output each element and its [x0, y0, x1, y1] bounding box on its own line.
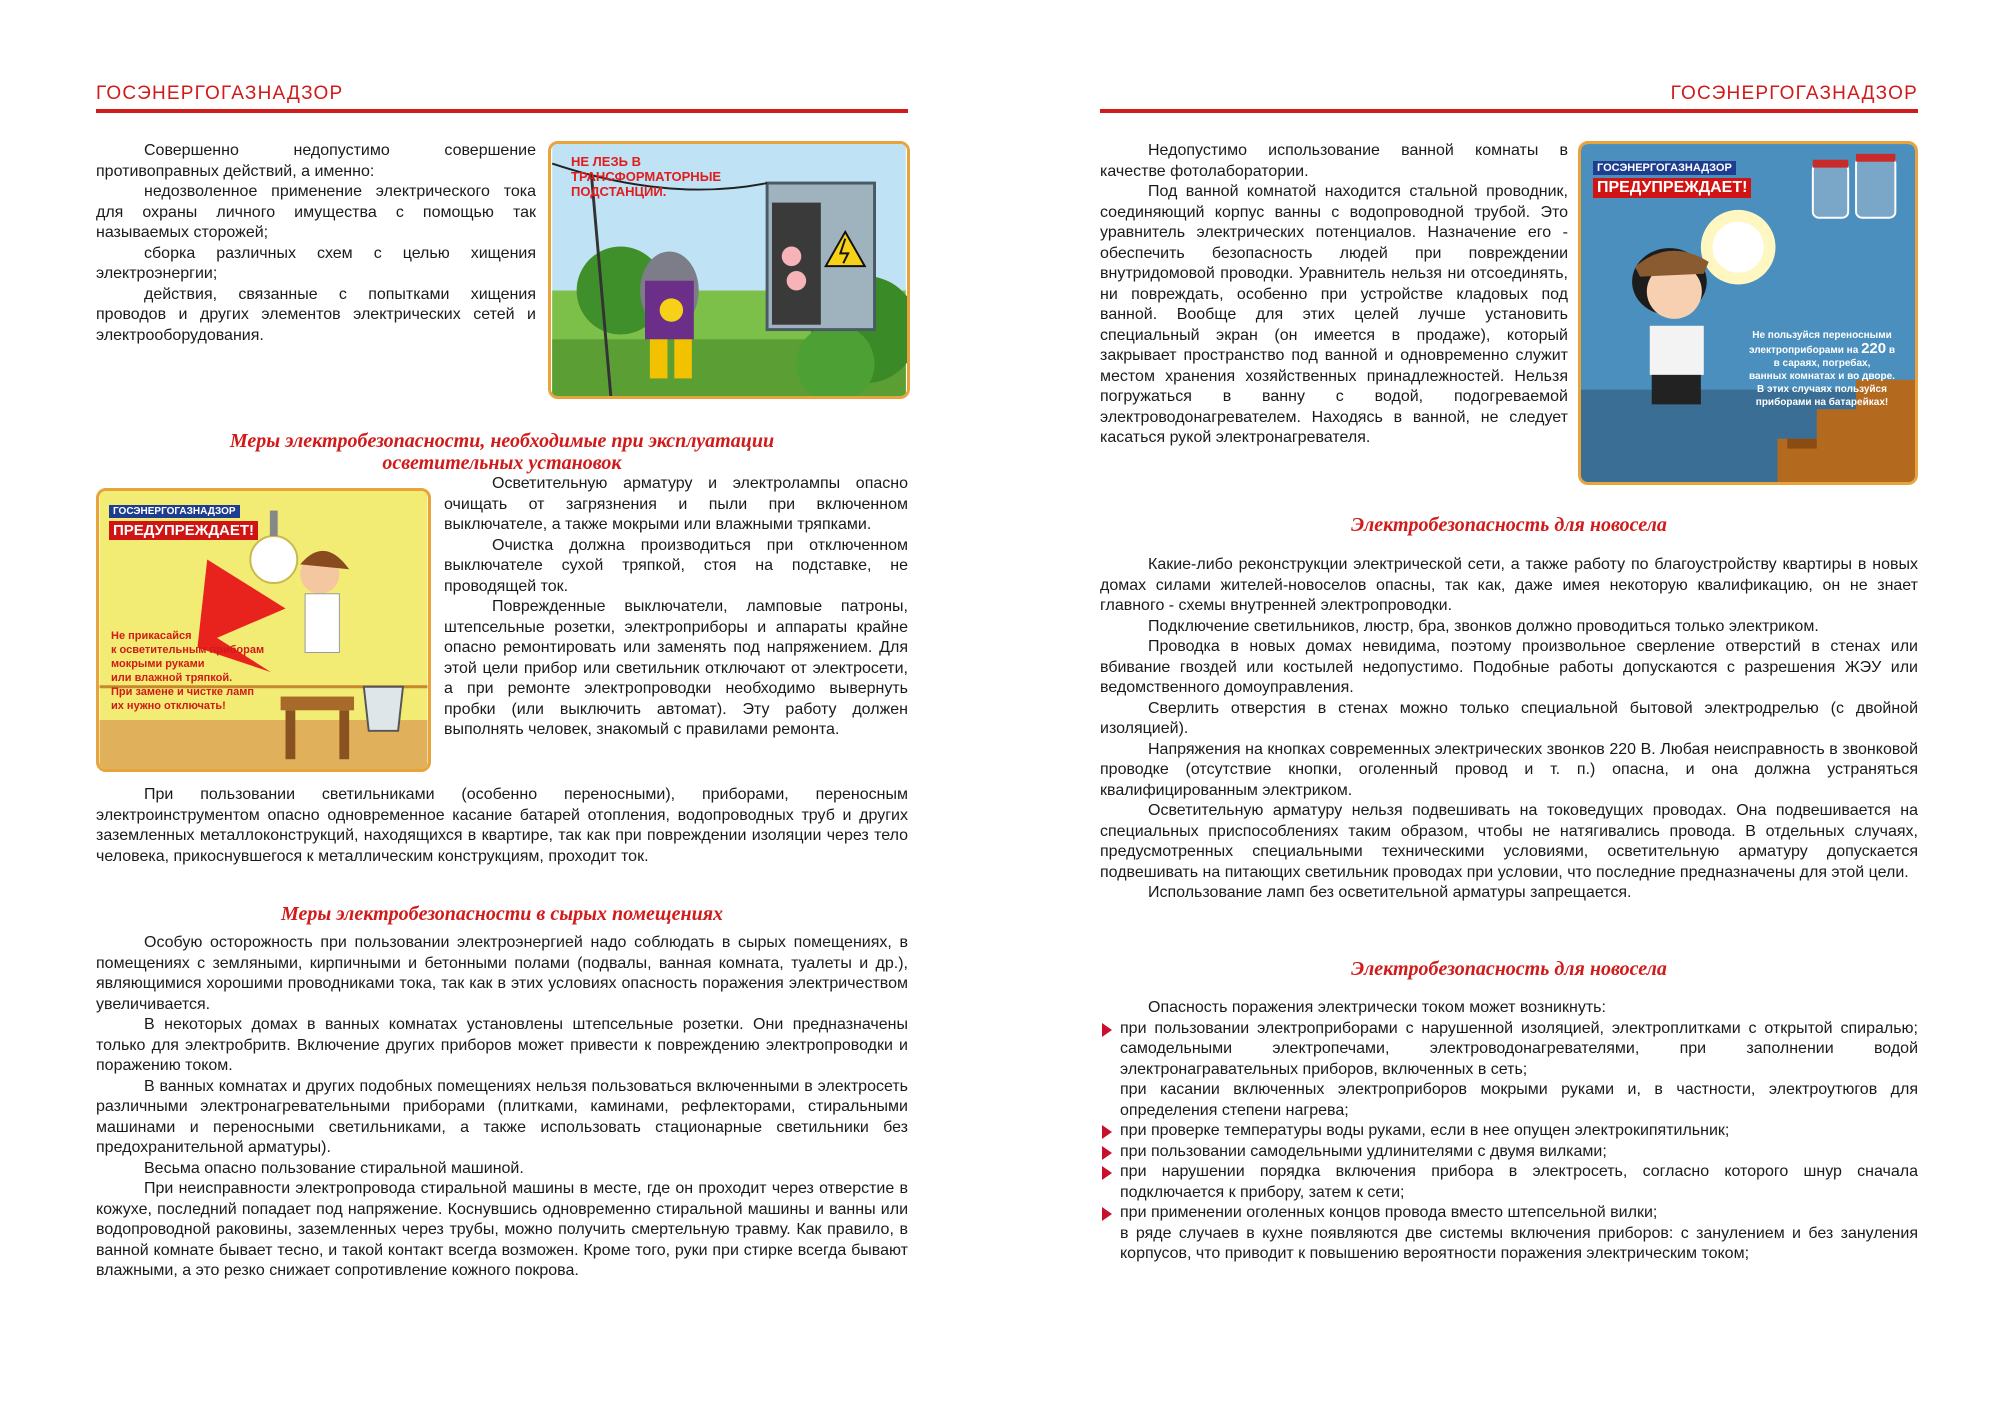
paragraph: Напряжения на кнопках современных электрических звонков 220 В. Любая неисправность в звонковой проводке (отсутствие кнопки, оголенный провод и т. п.) опасна, и она должна устраняться квалифицированным электриком. [1100, 740, 1918, 799]
poster-line [1731, 342, 1913, 357]
paragraph: Совершенно недопустимо совершение противоправных действий, а именно: [96, 142, 536, 180]
paragraph: Очистка должна производиться при отключенном выключателе сухой тряпкой, стоя на подставке, не проводящей ток. [444, 536, 908, 595]
heading-line: Меры электробезопасности, необходимые при эксплуатации [229, 430, 775, 452]
paragraph: В некоторых домах в ванных комнатах установлены штепсельные розетки. Они предназначены только для электробритв. Включение других приборов может привести к повреждению электропроводки и поражению током. [96, 1016, 908, 1074]
poster-line: или влажной тряпкой. [111, 672, 233, 684]
header-brand-right: ГОСЭНЕРГОГАЗНАДЗОР [1670, 83, 1918, 104]
section-heading-newcomer-1: Электробезопасность для новосела [1351, 514, 1667, 536]
paragraph: Сверлить отверстия в стенах можно только специальной бытовой электродрелью (с двойной изоляцией). [1100, 699, 1918, 737]
poster-brand: ГОСЭНЕРГОГАЗНАДЗОР [109, 505, 240, 518]
list-item: при пользовании самодельными удлинителями с двумя вилками; [1100, 1142, 1918, 1163]
list-item: при проверке температуры воды руками, если в нее опущен электрокипятильник; [1100, 1121, 1918, 1142]
paragraph: При пользовании светильниками (особенно переносными), приборами, переносным электроинструментом опасно одновременное касание батарей отопления, водопроводных труб и других заземленных металлоконструкций, находящихся в квартире, так как при повреждении изоляции через тело человека, прикоснувшегося к металлическим конструкциям, проходит ток. [96, 786, 908, 865]
poster-line: Не пользуйся переносными [1752, 330, 1892, 341]
shock-risk-text [1100, 998, 1918, 1265]
paragraph: Подключение светильников, люстр, бра, звонков должно проводиться только электриком. [1148, 617, 1819, 635]
poster-line: мокрыми руками [111, 658, 205, 670]
paragraph: Под ванной комнатой находится стальной проводник, соединяющий корпус ванны с водопроводной трубой. Это уравнитель электрических потенциалов. Назначение его - обеспечить безопасность людей при повреждении внутридомовой проводки. Уравнитель нельзя ни отсоединять, ни повреждать, особенно при устройстве кладовых под ванной. Вообще для этих целей лучше установить специальный экран (он имеется в продаже), который закрывает пространство под ванной и одновременно служит местом хранения хозяйственных принадлежностей. Нельзя погружаться в ванну с водой, подогреваемой электроводонагревателем. Находясь в ванной, не следует касаться рукой электронагревателя. [1100, 183, 1568, 446]
poster-line: в сараях, погребах, [1773, 358, 1871, 369]
poster-warn: ПРЕДУПРЕЖДАЕТ! [1593, 178, 1751, 198]
voltage-value: 220 [1861, 340, 1887, 357]
paragraph: сборка различных схем с целью хищения электроэнергии; [96, 244, 536, 282]
poster-line: их нужно отключать! [111, 700, 226, 712]
transformer-warning-poster [548, 141, 910, 399]
paragraph: Поврежденные выключатели, ламповые патроны, штепсельные розетки, электроприборы и аппараты крайне опасно ремонтировать или заменять под напряжением. Для этой цели прибор или светильник отключают от электросети, а при ремонте электропроводки необходимо вывернуть пробки (или выключить автомат). Эту работу должен выполнять человек, знакомый с правилами ремонта. [444, 598, 908, 738]
heading-line: осветительных установок [382, 452, 622, 474]
poster-line: При замене и чистке ламп [111, 686, 254, 698]
header-rule-right [1100, 109, 1918, 113]
paragraph: При неисправности электропровода стиральной машины в месте, где он проходит через отверстие в кожухе, последний попадает под напряжение. Коснувшись одновременно стиральной машины и ванны или водопроводной раковины, заземленных через трубы, можно получить смертельную травму. Как правило, в ванной комнате бывает тесно, и такой контакт всегда возможен. Кроме того, руки при стирке всегда бывают влажными, а это резко снижает сопротивление кожного покрова. [96, 1180, 908, 1279]
lighting-full-text [96, 785, 908, 867]
list-item: при применении оголенных концов провода вместо штепсельной вилки; [1100, 1203, 1918, 1224]
risk-list [1100, 1019, 1918, 1265]
lead-text: Опасность поражения электрически током может возникнуть: [1148, 999, 1606, 1016]
poster-brand: ГОСЭНЕРГОГАЗНАДЗОР [1593, 161, 1736, 175]
section-heading-damp-rooms: Меры электробезопасности в сырых помещениях [281, 903, 723, 925]
poster-title-block [1593, 158, 1751, 198]
list-item: при нарушении порядка включения прибора в электросеть, согласно которого шнур сначала подключается к прибору, затем к сети; [1100, 1162, 1918, 1203]
section-heading-lighting [96, 430, 908, 474]
list-item: при касании включенных электроприборов мокрыми руками и, в частности, электроутюгов для определения степени нагрева; [1120, 1081, 1918, 1119]
poster-line: Не прикасайся [111, 630, 192, 642]
paragraph: Проводка в новых домах невидима, поэтому произвольное сверление отверстий в стенах или вбивание гвоздей или костылей недопустимо. Подобные работы допускаются с разрешения ЖЭУ или ведомственного домоуправления. [1100, 638, 1918, 696]
paragraph: В ванных комнатах и других подобных помещениях нельзя пользоваться включенными в электросеть различными электронагревательными приборами (плитками, каминами, рефлекторами, стиральными машинами и переносными светильниками, а также использовать стационарные светильники без предохранительной арматуры). [96, 1077, 908, 1156]
right-intro-text [1100, 141, 1568, 449]
poster-line: В этих случаях пользуйся [1757, 384, 1887, 395]
list-item: в ряде случаев в кухне появляются две системы включения приборов: с занулением и без зануления корпусов, что приводит к повышению вероятности поражения электрическим током; [1120, 1224, 1918, 1262]
poster-text [1731, 329, 1913, 409]
paragraph: Осветительную арматуру и электролампы опасно очищать от загрязнения и пыли при включенном выключателе, а также мокрыми или влажными тряпками. [444, 475, 908, 533]
poster-line-part: электроприборами на [1748, 345, 1859, 356]
header-brand-left: ГОСЭНЕРГОГАЗНАДЗОР [96, 83, 344, 104]
header-rule-left [96, 109, 908, 113]
paragraph: недозволенное применение электрического тока для охраны личного имущества с помощью так называемых сторожей; [96, 183, 536, 241]
paragraph: Использование ламп без осветительной арматуры запрещается. [1148, 884, 1632, 901]
portable-devices-poster [1578, 141, 1918, 485]
paragraph: действия, связанные с попытками хищения проводов и других элементов электрических сетей и электрооборудования. [96, 285, 536, 344]
paragraph: Недопустимо использование ванной комнаты в качестве фотолаборатории. [1100, 142, 1568, 180]
poster-warn: ПРЕДУПРЕЖДАЕТ! [109, 521, 258, 540]
newcomer-text [1100, 555, 1918, 904]
damp-rooms-text [96, 933, 908, 1282]
poster-title-block [109, 501, 258, 540]
paragraph: Весьма опасно пользование стиральной машиной. [144, 1159, 524, 1177]
poster-line: к осветительным приборам [111, 644, 265, 656]
lamp-cleaning-poster [96, 488, 431, 772]
poster-line: ванных комнатах и во дворе. [1749, 371, 1895, 382]
section-heading-newcomer-2: Электробезопасность для новосела [1351, 958, 1667, 980]
left-intro-text [96, 141, 536, 346]
poster-line-part: в [1888, 345, 1896, 356]
paragraph: Особую осторожность при пользовании электроэнергией надо соблюдать в сырых помещениях, в помещениях с земляными, кирпичными и бетонными полами (подвалы, ванная комната, туалеты и др.), являющимися хорошими проводниками тока, так как в этих условиях опасность поражения электричеством увеличивается. [96, 934, 908, 1013]
lighting-side-text [444, 474, 908, 741]
list-item: при пользовании электроприборами с нарушенной изоляцией, электроплитками с открытой спиралью; самодельными электропечами, электроводонагревателями, при заполнении водой электронагравательных приборов, включенных в сеть; [1100, 1019, 1918, 1081]
right-page [1000, 0, 2000, 1414]
paragraph: Какие-либо реконструкции электрической сети, а также работу по благоустройству квартиры в новых домах силами жителей-новоселов опасны, так как, даже имея некоторую квалификацию, он не знает главного - схемы внутренней электропроводки. [1100, 556, 1918, 614]
poster-text [111, 629, 291, 713]
poster-caption: НЕ ЛЕЗЬ В ТРАНСФОРМАТОРНЫЕ ПОДСТАНЦИИ. [571, 154, 722, 199]
paragraph: Осветительную арматуру нельзя подвешивать на токоведущих проводах. Она подвешивается на специальных приспособлениях таким образом, чтобы не натягивались провода. В отдельных случаях, предусмотренных специальными техническими условиями, осветительную арматуру допускается подвешивать на питающих светильник проводах при условии, что последние предназначены для этой цели. [1100, 802, 1918, 881]
poster-line: приборами на батарейках! [1755, 397, 1889, 408]
